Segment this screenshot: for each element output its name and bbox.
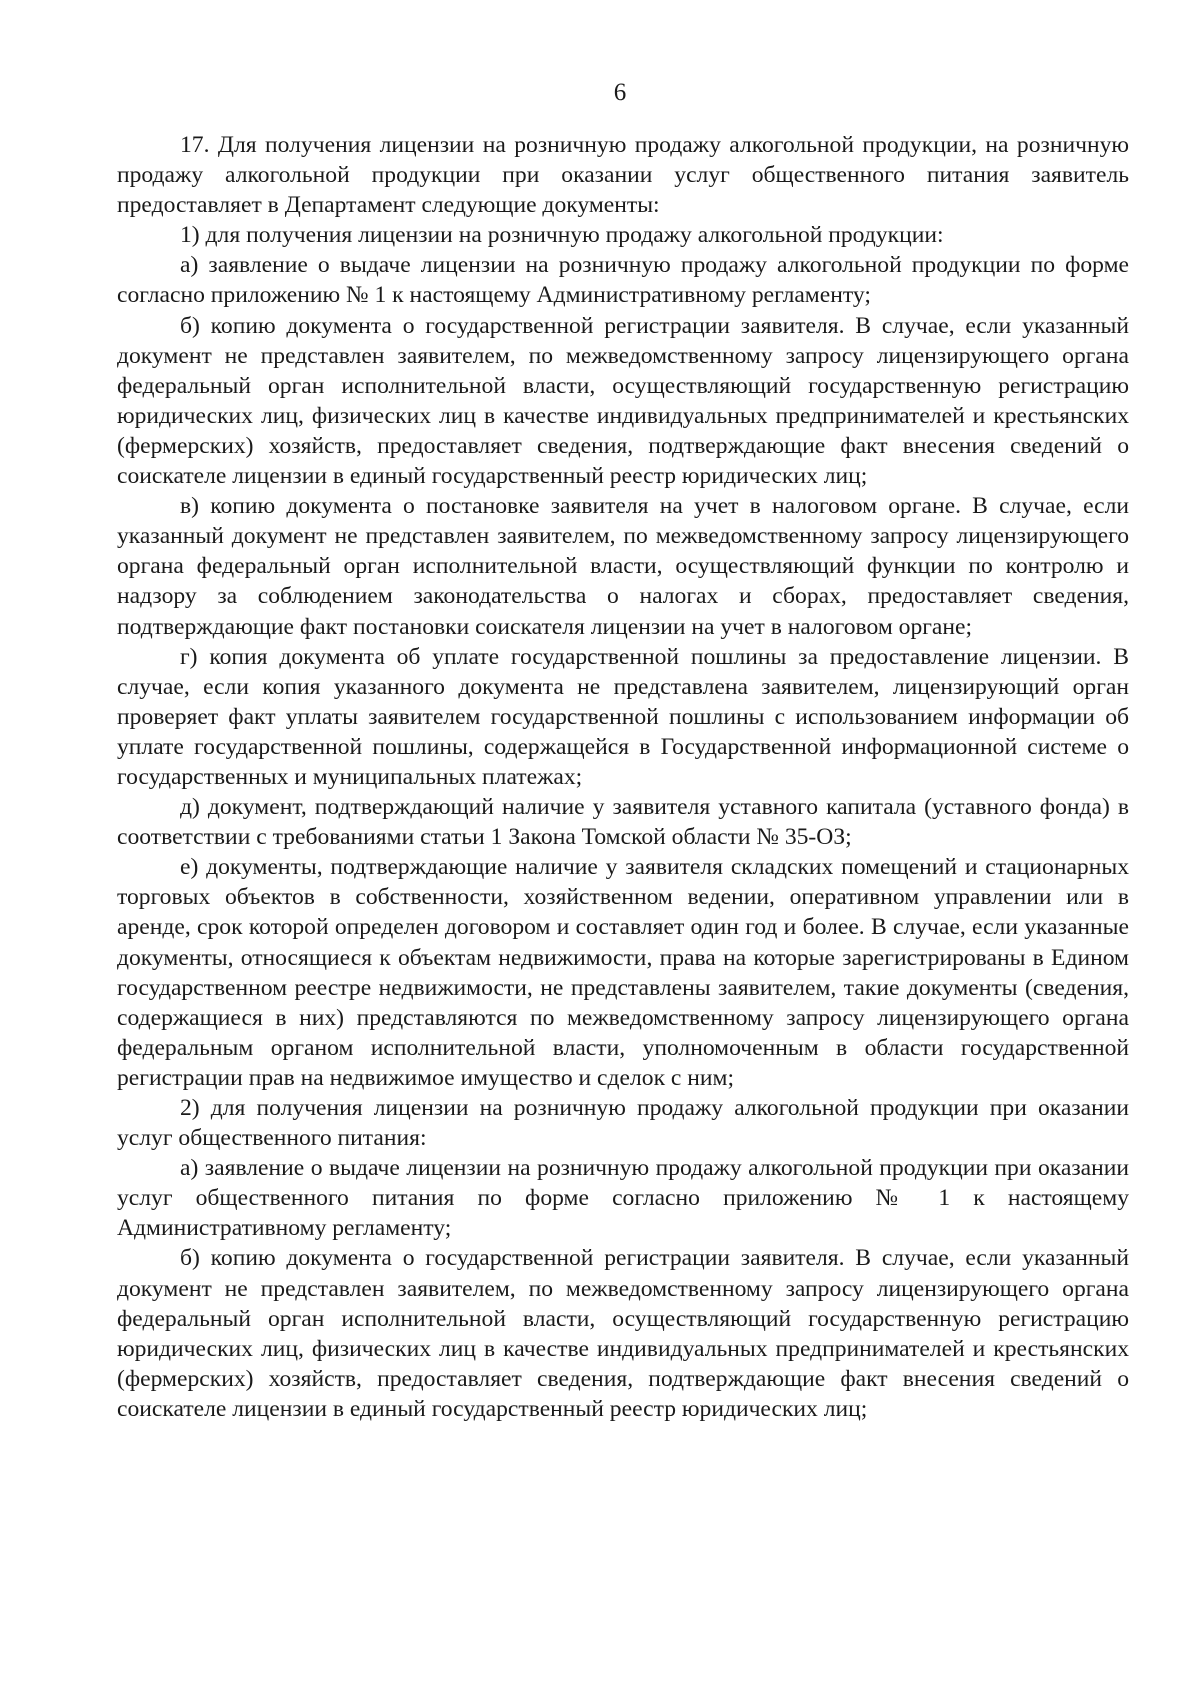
paragraph-item-1v: в) копию документа о постановке заявителя на учет в налоговом органе. В случае, если указанный документ не представлен заявителем, по межведомственному запросу лицензирующего органа федеральный орган исполнительной власти, осуществляющий функции по контролю и надзору за соблюдением законодательства о налогах и сборах, предоставляет сведения, подтверждающие факт постановки соискателя лицензии на учет в налоговом органе; — [117, 493, 1129, 640]
paragraph-item-1e: е) документы, подтверждающие наличие у заявителя складских помещений и стационарных торговых объектов в собственности, хозяйственном ведении, оперативном управлении или в аренде, срок которой определен договором и составляет один год и более. В случае, если указанные документы, относящиеся к объектам недвижимости, права на которые зарегистрированы в Едином государственном реестре недвижимости, не представлены заявителем, такие документы (сведения, содержащиеся в них) представляются по межведомственному запросу лицензирующего органа федеральным органом исполнительной власти, уполномоченным в области государственной регистрации прав на недвижимое имущество и сделок с ним; — [117, 854, 1129, 1091]
paragraph-17: 17. Для получения лицензии на розничную продажу алкогольной продукции, на розничную продажу алкогольной продукции при оказании услуг общественного питания заявитель предоставляет в Департамент следующие документы: — [117, 132, 1129, 219]
paragraph-item-2b: б) копию документа о государственной регистрации заявителя. В случае, если указанный документ не представлен заявителем, по межведомственному запросу лицензирующего органа федеральный орган исполнительной власти, осуществляющий государственную регистрацию юридических лиц, физических лиц в качестве индивидуальных предпринимателей и крестьянских (фермерских) хозяйств, предоставляет сведения, подтверждающие факт внесения сведений о соискателе лицензии в единый государственный реестр юридических лиц; — [117, 1245, 1129, 1422]
paragraph-item-1d: д) документ, подтверждающий наличие у заявителя уставного капитала (уставного фонда) в соответствии с требованиями статьи 1 Закона Томской области № 35-ОЗ; — [117, 794, 1129, 851]
document-body — [117, 130, 1129, 1424]
page-number: 6 — [613, 79, 627, 106]
paragraph-item-1b: б) копию документа о государственной регистрации заявителя. В случае, если указанный документ не представлен заявителем, по межведомственному запросу лицензирующего органа федеральный орган исполнительной власти, осуществляющий государственную регистрацию юридических лиц, физических лиц в качестве индивидуальных предпринимателей и крестьянских (фермерских) хозяйств, предоставляет сведения, подтверждающие факт внесения сведений о соискателе лицензии в единый государственный реестр юридических лиц; — [117, 312, 1129, 490]
paragraph-item-1: 1) для получения лицензии на розничную продажу алкогольной продукции: — [180, 222, 944, 249]
paragraph-item-1a: а) заявление о выдаче лицензии на розничную продажу алкогольной продукции по форме согласно приложению № 1 к настоящему Административному регламенту; — [117, 252, 1129, 309]
paragraph-item-2: 2) для получения лицензии на розничную продажу алкогольной продукции при оказании услуг общественного питания: — [117, 1095, 1129, 1152]
paragraph-item-1g: г) копия документа об уплате государственной пошлины за предоставление лицензии. В случае, если копия указанного документа не представлена заявителем, лицензирующий орган проверяет факт уплаты заявителем государственной пошлины с использованием информации об уплате государственной пошлины, содержащейся в Государственной информационной системе о государственных и муниципальных платежах; — [117, 643, 1129, 790]
paragraph-item-2a: а) заявление о выдаче лицензии на розничную продажу алкогольной продукции при оказании услуг общественного питания по форме согласно приложению № 1 к настоящему Административному регламенту; — [117, 1155, 1129, 1242]
